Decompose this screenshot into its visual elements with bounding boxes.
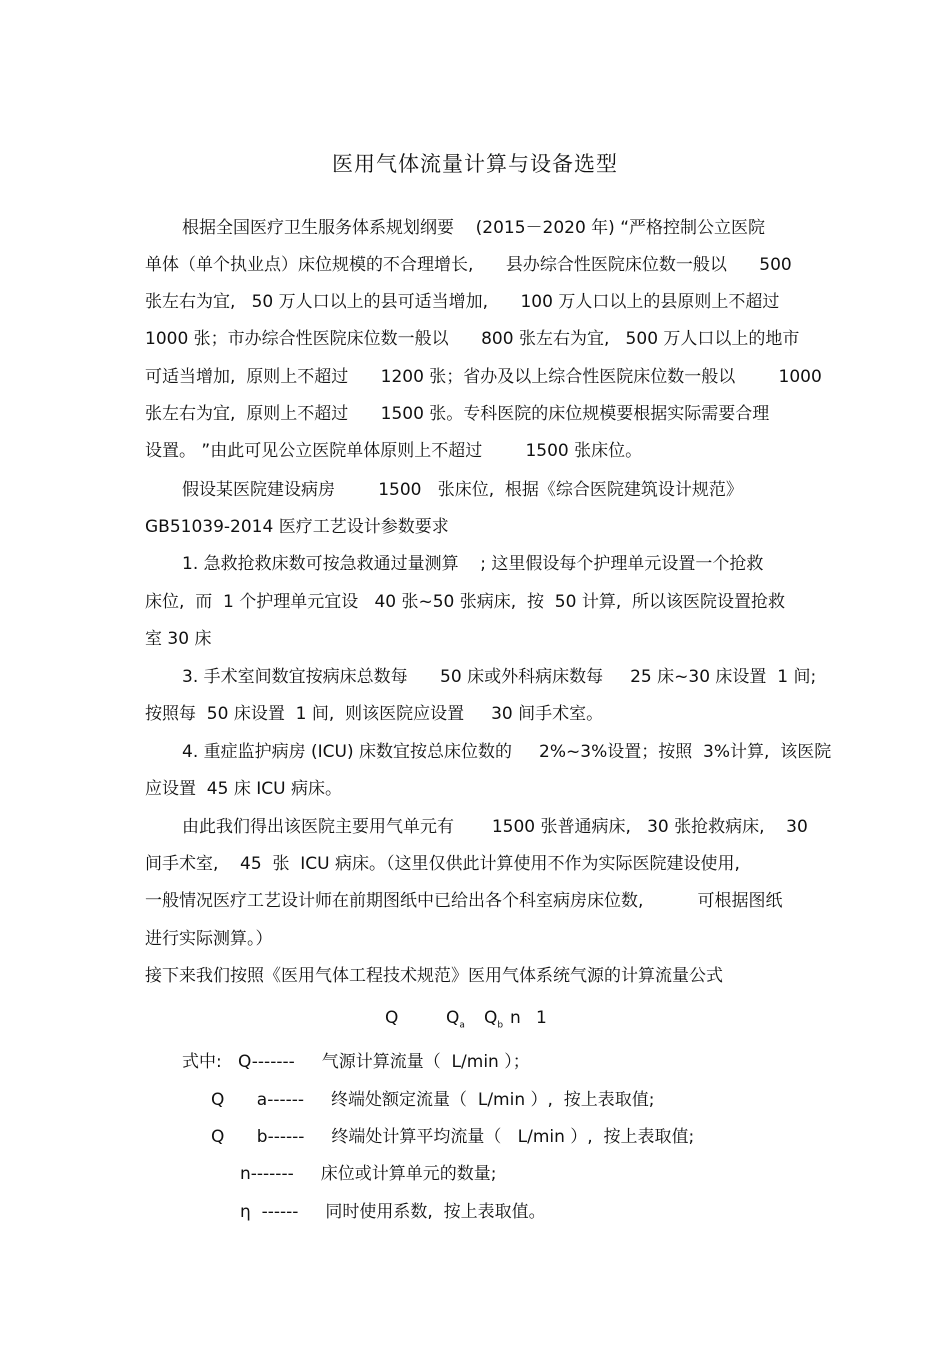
paragraph-line: 可适当增加, 原则上不超过 1200 张；省办及以上综合性医院床位数一般以 1000 [145,367,822,387]
paragraph-line: 4. 重症监护病房 (ICU) 床数宜按总床位数的 2%~3%设置；按照 3%计算, 该医院 [182,742,832,762]
definition-line: n------- 床位或计算单元的数量; [240,1164,497,1184]
paragraph-line: 1000 张；市办综合性医院床位数一般以 800 张左右为宜, 500 万人口以上的地市 [145,329,800,349]
paragraph-line: 应设置 45 床 ICU 病床。 [145,779,342,799]
document-title: 医用气体流量计算与设备选型 [332,152,618,176]
definition-line: Q a------ 终端处额定流量（ L/min ）, 按上表取值; [211,1090,655,1110]
formula-qb: $Q_b$ [484,1008,504,1031]
paragraph-line: 根据全国医疗卫生服务体系规划纲要 (2015－2020 年) “严格控制公立医院 [182,218,766,238]
formula-qa: $Q_a$ [446,1008,465,1031]
paragraph-line: 3. 手术室间数宜按病床总数每 50 床或外科病床数每 25 床~30 床设置 1 间; [182,667,817,687]
paragraph-line: 设置。 ”由此可见公立医院单体原则上不超过 1500 张床位。 [145,441,643,461]
paragraph-line: 间手术室, 45 张 ICU 病床。（这里仅供此计算使用不作为实际医院建设使用, [145,854,740,874]
paragraph-line: 进行实际测算。） [145,929,273,949]
definition-line: η ------ 同时使用系数, 按上表取值。 [240,1202,546,1222]
paragraph-line: 按照每 50 床设置 1 间, 则该医院应设置 30 间手术室。 [145,704,604,724]
paragraph-line: 一般情况医疗工艺设计师在前期图纸中已给出各个科室病房床位数, 可根据图纸 [145,891,783,911]
formula-q: Q [385,1008,399,1028]
definition-line: 式中: Q------- 气源计算流量（ L/min ）； [182,1052,530,1072]
paragraph-line: 假设某医院建设病房 1500 张床位, 根据《综合医院建筑设计规范》 [182,480,743,500]
paragraph-line: 室 30 床 [145,629,212,649]
paragraph-line: 张左右为宜, 原则上不超过 1500 张。专科医院的床位规模要根据实际需要合理 [145,404,770,424]
paragraph-line: 由此我们得出该医院主要用气单元有 1500 张普通病床, 30 张抢救病床, 30 [182,817,808,837]
paragraph-line: 1. 急救抢救床数可按急救通过量测算 ; 这里假设每个护理单元设置一个抢救 [182,554,764,574]
paragraph-line: 单体（单个执业点）床位规模的不合理增长, 县办综合性医院床位数一般以 500 [145,255,792,275]
paragraph-line: GB51039-2014 医疗工艺设计参数要求 [145,517,449,537]
paragraph-line: 张左右为宜, 50 万人口以上的县可适当增加, 100 万人口以上的县原则上不超过 [145,292,780,312]
formula-one: 1 [536,1008,547,1028]
definition-line: Q b------ 终端处计算平均流量（ L/min ）, 按上表取值; [211,1127,695,1147]
paragraph-line: 床位, 而 1 个护理单元宜设 40 张~50 张病床, 按 50 计算, 所以该医院设置抢救 [145,592,786,612]
paragraph-line: 接下来我们按照《医用气体工程技术规范》医用气体系统气源的计算流量公式 [145,966,723,986]
formula-n: n [510,1008,521,1028]
